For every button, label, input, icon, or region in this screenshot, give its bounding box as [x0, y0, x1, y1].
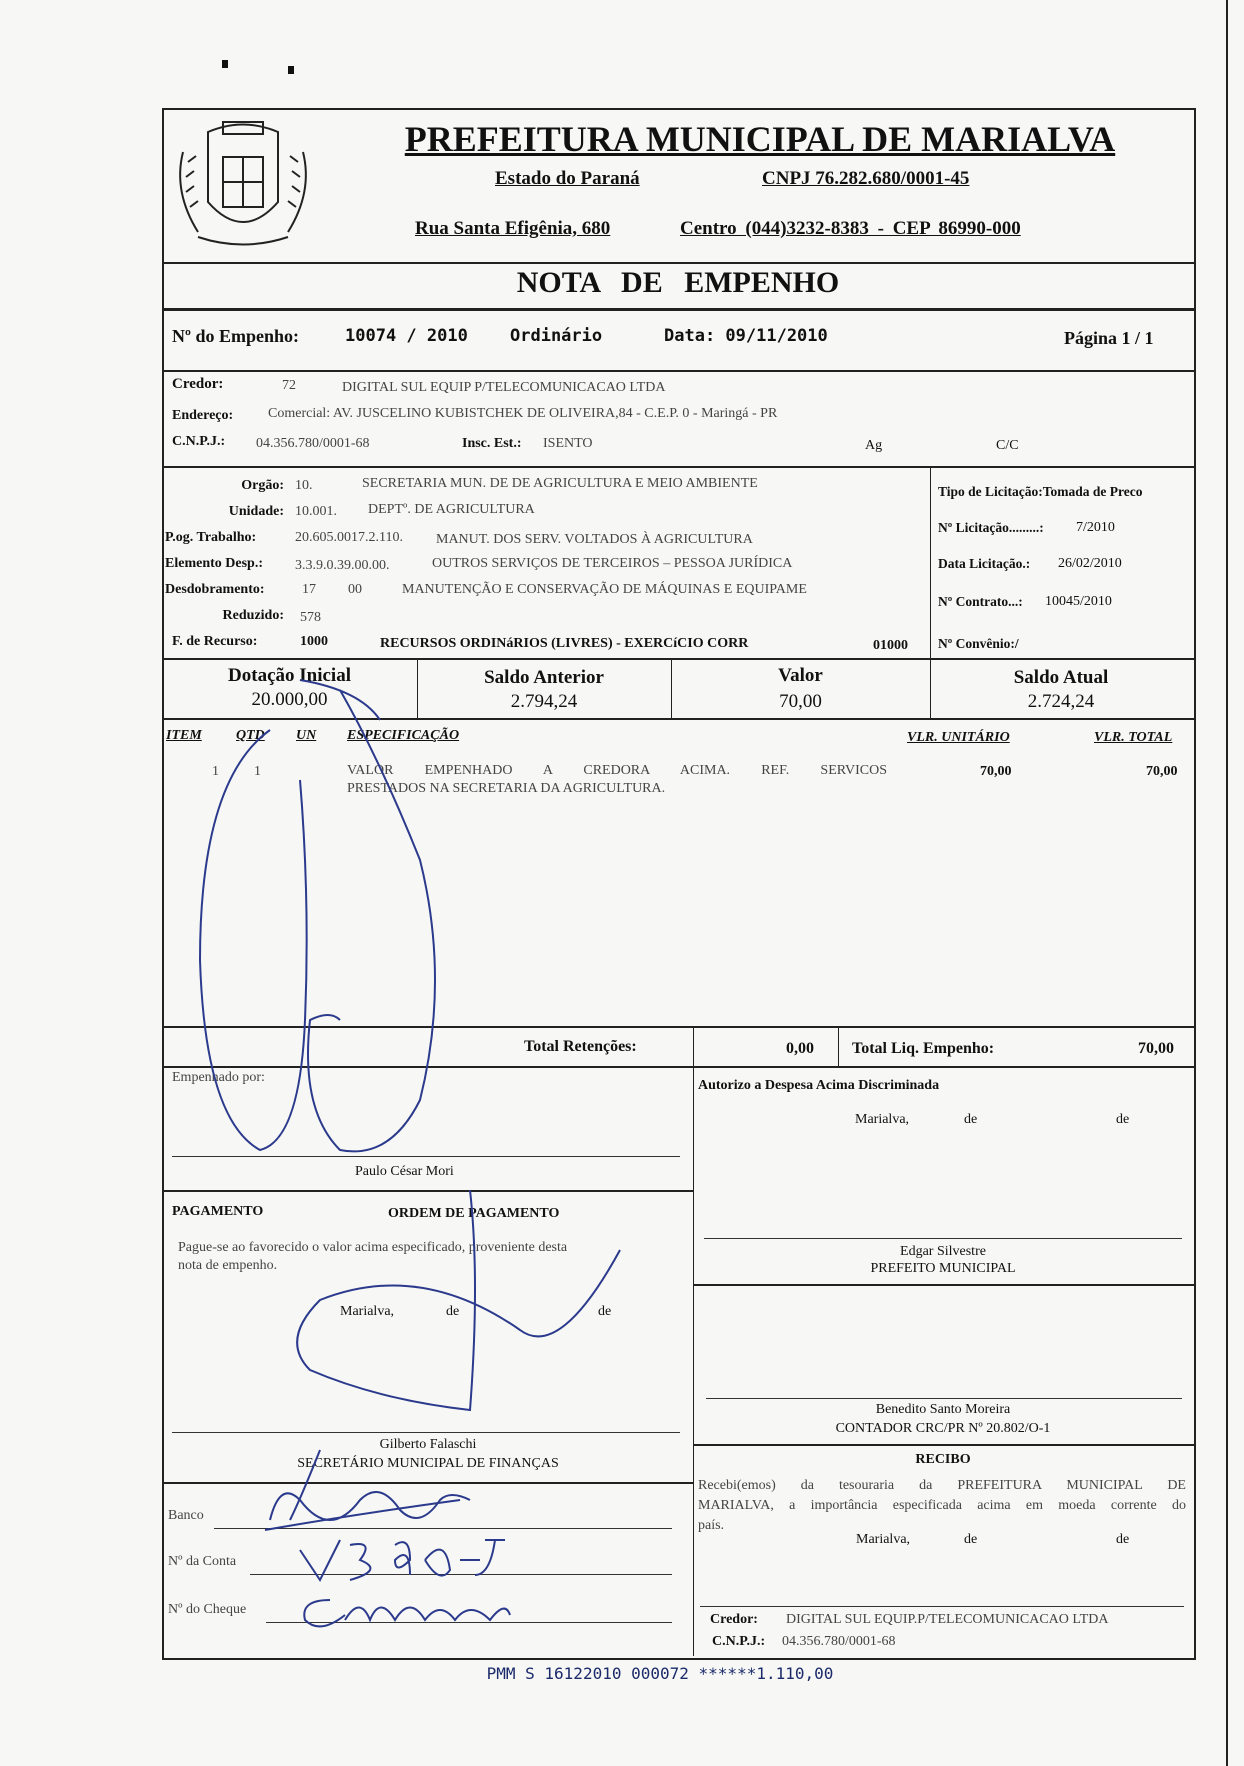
desdobramento-label: Desdobramento: [165, 582, 265, 597]
address-label: Centro (044)3232-8383 - CEP 86990-000 [680, 218, 1021, 239]
banco-line [214, 1528, 672, 1529]
saldo-anterior-value: 2.794,24 [510, 691, 578, 712]
fonte-label: F. de Recurso: [172, 634, 258, 649]
document-title: NOTA DE EMPENHO [516, 266, 840, 299]
pagamento-label: PAGAMENTO [172, 1204, 264, 1219]
cnpj-field-label: C.N.P.J.: [172, 434, 226, 449]
licitacao-date: 26/02/2010 [1058, 556, 1122, 571]
credor-address: Comercial: AV. JUSCELINO KUBISTCHEK DE OLIVEIRA,84 - C.E.P. 0 - Maringá - PR [268, 406, 778, 421]
signature-line [700, 1606, 1184, 1607]
secretario-role: SECRETÁRIO MUNICIPAL DE FINANÇAS [297, 1456, 559, 1471]
saldo-anterior-label: Saldo Anterior [484, 667, 604, 688]
cheque-label: Nº do Cheque [168, 1602, 247, 1617]
saldo-atual-label: Saldo Atual [1013, 667, 1109, 688]
divider [930, 466, 931, 658]
contrato-number: 10045/2010 [1045, 594, 1112, 609]
conta-line [250, 1574, 672, 1575]
prefeito-name: Edgar Silvestre [900, 1244, 986, 1259]
recibo-cnpj: 04.356.780/0001-68 [782, 1634, 896, 1649]
licitacao-number: 7/2010 [1076, 520, 1115, 535]
empenho-date: Data: 09/11/2010 [664, 326, 828, 346]
empenhado-label: Empenhado por: [172, 1070, 265, 1085]
unidade-code: 10.001. [295, 504, 337, 519]
pagamento-de-1: de [446, 1304, 460, 1319]
orgao-desc: SECRETARIA MUN. DE DE AGRICULTURA E MEIO AMBIENTE [362, 476, 758, 491]
autorizo-de-2: de [1116, 1112, 1130, 1127]
divider [162, 1482, 694, 1484]
recibo-title: RECIBO [915, 1452, 971, 1467]
coat-of-arms-logo [168, 112, 318, 262]
empenho-number: 10074 / 2010 [345, 326, 468, 346]
reduzido-label: Reduzido: [222, 608, 284, 623]
divider [162, 308, 1194, 311]
scan-edge [1226, 0, 1228, 1766]
divider [693, 1026, 694, 1066]
divider [838, 1026, 839, 1066]
elemento-label: Elemento Desp.: [165, 556, 263, 571]
desdobramento-code-1: 17 [302, 582, 316, 597]
col-header-vlr-unitario: VLR. UNITÁRIO [907, 730, 1010, 745]
dotacao-value: 20.000,00 [251, 689, 328, 710]
recibo-credor-label: Credor: [710, 1612, 758, 1627]
prefeito-role: PREFEITO MUNICIPAL [870, 1261, 1016, 1276]
cnpj-label: CNPJ 76.282.680/0001-45 [762, 168, 970, 189]
orgao-label: Orgão: [241, 478, 284, 493]
credor-code: 72 [282, 378, 296, 393]
endereco-label: Endereço: [172, 408, 234, 423]
divider [162, 466, 1194, 468]
banco-label: Banco [168, 1508, 204, 1523]
prog-code: 20.605.0017.2.110. [295, 530, 403, 545]
retencoes-value: 0,00 [786, 1040, 814, 1057]
divider [162, 1190, 694, 1192]
pagamento-de-2: de [598, 1304, 612, 1319]
page-title: PREFEITURA MUNICIPAL DE MARIALVA [404, 119, 1116, 159]
pagamento-place: Marialva, [340, 1304, 395, 1319]
contador-role: CONTADOR CRC/PR Nº 20.802/O-1 [835, 1421, 1051, 1436]
prog-desc: MANUT. DOS SERV. VOLTADOS À AGRICULTURA [436, 532, 753, 547]
row-qtd: 1 [254, 764, 261, 779]
divider [694, 1444, 1194, 1446]
pagamento-text-line-1: Pague-se ao favorecido o valor acima especificado, proveniente desta [178, 1240, 568, 1255]
divider [162, 1026, 1194, 1028]
conta-label: Nº da Conta [168, 1554, 237, 1569]
pagamento-text-line-2: nota de empenho. [178, 1258, 278, 1273]
empenhado-name: Paulo César Mori [355, 1164, 454, 1179]
credor-cnpj: 04.356.780/0001-68 [256, 436, 370, 451]
col-header-vlr-total: VLR. TOTAL [1094, 730, 1173, 745]
unidade-label: Unidade: [228, 504, 284, 519]
signature-line [172, 1156, 680, 1157]
autorizo-place: Marialva, [855, 1112, 910, 1127]
signature-line [706, 1398, 1182, 1399]
liquido-label: Total Liq. Empenho: [852, 1040, 995, 1057]
autorizo-de-1: de [964, 1112, 978, 1127]
recibo-cnpj-label: C.N.P.J.: [712, 1634, 766, 1649]
divider [162, 1066, 1194, 1068]
valor-value: 70,00 [779, 691, 822, 712]
elemento-code: 3.3.9.0.39.00.00. [295, 558, 390, 573]
fonte-code: 1000 [300, 634, 328, 649]
empenho-number-label: Nº do Empenho: [172, 326, 299, 346]
insc-label: Insc. Est.: [462, 436, 522, 451]
desdobramento-desc: MANUTENÇÃO E CONSERVAÇÃO DE MÁQUINAS E EQUIPAME [402, 582, 807, 597]
recibo-place: Marialva, [856, 1532, 911, 1547]
divider [162, 658, 1194, 660]
reduzido-code: 578 [300, 610, 321, 625]
credor-label: Credor: [172, 376, 224, 392]
recibo-de-2: de [1116, 1532, 1130, 1547]
row-item: 1 [212, 764, 219, 779]
divider [693, 1066, 694, 1656]
divider [162, 718, 1194, 720]
valor-label: Valor [778, 665, 823, 686]
divider [694, 1284, 1194, 1286]
street-label: Rua Santa Efigênia, 680 [415, 218, 611, 239]
saldo-atual-value: 2.724,24 [1027, 691, 1095, 712]
signature-line [172, 1432, 680, 1433]
cheque-line [266, 1622, 672, 1623]
signature-line [704, 1238, 1182, 1239]
licitacao-number-label: Nº Licitação.........: [938, 520, 1044, 535]
contrato-label: Nº Contrato...: [938, 594, 1023, 609]
recibo-de-1: de [964, 1532, 978, 1547]
elemento-desc: OUTROS SERVIÇOS DE TERCEIROS – PESSOA JURÍDICA [432, 556, 793, 571]
insc-value: ISENTO [543, 436, 593, 451]
fonte-number: 01000 [873, 638, 908, 653]
row-spec-line-2: PRESTADOS NA SECRETARIA DA AGRICULTURA. [347, 781, 666, 796]
page-number: Página 1 / 1 [1064, 328, 1154, 348]
orgao-code: 10. [295, 478, 313, 493]
scan-mark [288, 66, 294, 74]
ag-label: Ag [865, 438, 883, 453]
col-header-qtd: QTD [236, 728, 265, 743]
convenio-label: Nº Convênio:/ [938, 636, 1019, 651]
row-total-value: 70,00 [1146, 764, 1178, 779]
col-header-item: ITEM [166, 728, 202, 743]
empenho-type: Ordinário [510, 326, 603, 346]
credor-name: DIGITAL SUL EQUIP P/TELECOMUNICACAO LTDA [342, 380, 666, 395]
licitacao-date-label: Data Licitação.: [938, 556, 1031, 571]
recibo-text-line-2: MARIALVA, a importância especificada acima em moeda corrente do [698, 1498, 1186, 1513]
recibo-text-line-3: país. [698, 1518, 725, 1533]
state-label: Estado do Paraná [495, 168, 640, 189]
ordem-pagamento-label: ORDEM DE PAGAMENTO [388, 1206, 560, 1221]
liquido-value: 70,00 [1138, 1040, 1174, 1057]
dotacao-label: Dotação Inicial [228, 665, 351, 686]
col-header-especificacao: ESPECIFICAÇÃO [347, 728, 460, 743]
divider [162, 262, 1194, 264]
licitacao-tipo: Tipo de Licitação:Tomada de Preco [938, 484, 1143, 499]
secretario-name: Gilberto Falaschi [379, 1437, 477, 1452]
contador-name: Benedito Santo Moreira [875, 1402, 1011, 1417]
col-header-un: UN [296, 728, 317, 743]
row-spec-line-1: VALOR EMPENHADO A CREDORA ACIMA. REF. SERVICOS [347, 763, 887, 778]
recibo-credor: DIGITAL SUL EQUIP.P/TELECOMUNICACAO LTDA [786, 1612, 1109, 1627]
desdobramento-code-2: 00 [348, 582, 362, 597]
divider [162, 370, 1194, 372]
footer-stamp: PMM S 16122010 000072 ******1.110,00 [486, 1664, 834, 1683]
cc-label: C/C [996, 438, 1019, 453]
recibo-text-line-1: Recebi(emos) da tesouraria da PREFEITURA MUNICIPAL DE [698, 1478, 1186, 1493]
unidade-desc: DEPTº. DE AGRICULTURA [368, 502, 535, 517]
scan-mark [222, 60, 228, 68]
row-unit-value: 70,00 [980, 764, 1012, 779]
retencoes-label: Total Retenções: [524, 1038, 637, 1055]
autorizo-label: Autorizo a Despesa Acima Discriminada [698, 1078, 940, 1093]
fonte-desc: RECURSOS ORDINáRIOS (LIVRES) - EXERCíCIO CORR [380, 636, 749, 651]
prog-label: P.og. Trabalho: [165, 530, 257, 545]
